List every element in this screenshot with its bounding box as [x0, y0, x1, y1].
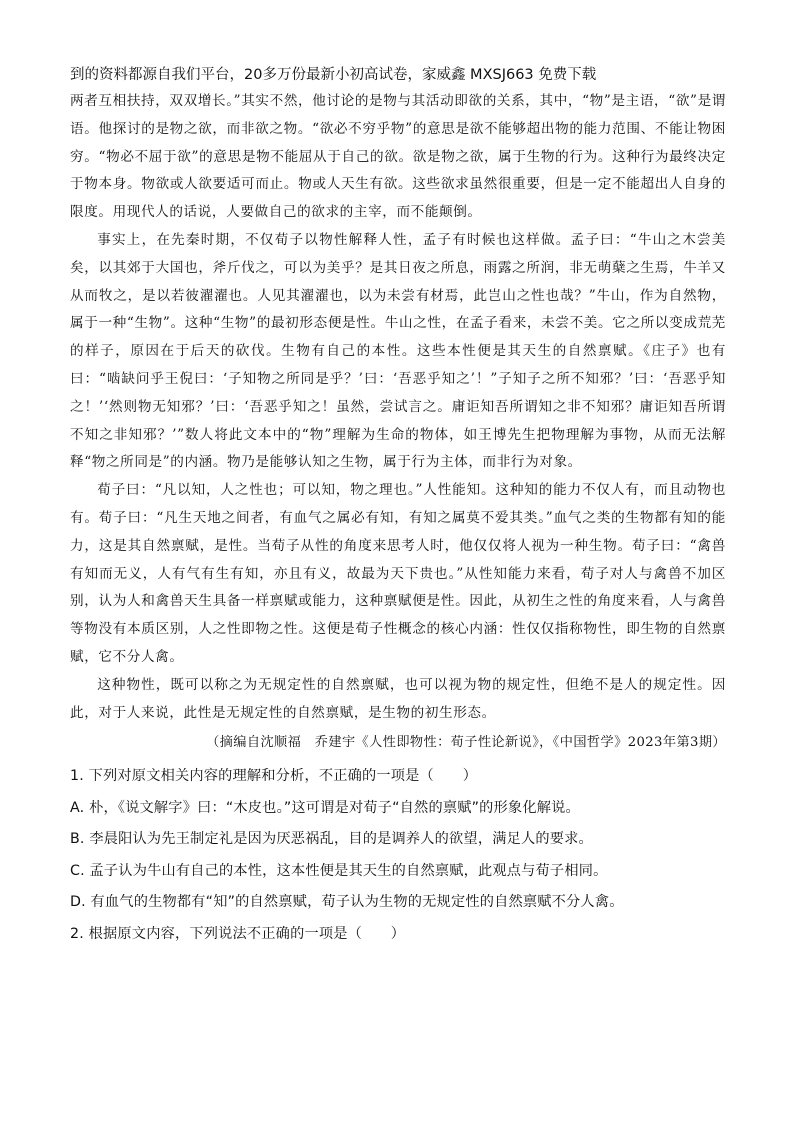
- question-1: 1. 下列对原文相关内容的理解和分析，不正确的一项是（ ）: [70, 768, 478, 785]
- header-watermark-line: 到的资料都源自我们平台，20多万份最新小初高试卷，家威鑫 MXSJ663 免费下载: [70, 67, 597, 83]
- paragraph-1: 两者互相扶持，双双增长。”其实不然，他讨论的是物与其活动即欲的关系，其中，“物”是主语，“欲”是谓语。他探讨的是物之欲，而非欲之物。“欲必不穷乎物”的意思是欲不能够超出物的能力范围、不能让物困穷。“物必不屈于欲”的意思是物不能屈从于自己的欲。欲是物之欲，属于生物的行为。这种行为最终决定于物本身。物欲或人欲要适可而止。物或人天生有欲。这些欲求虽然很重要，但是一定不能超出人自身的限度。用现代人的话说，人要做自己的欲求的主宰，而不能颠倒。: [70, 93, 726, 221]
- source-citation: （摘编自沈顺福 乔建宇《人性即物性：荀子性论新说》，《中国哲学》2023年第3期）: [206, 735, 726, 751]
- option-c: C. 孟子认为牛山有自己的本性，这本性便是其天生的自然禀赋，此观点与荀子相同。: [70, 862, 608, 879]
- paragraph-3: 荀子曰：“凡以知，人之性也；可以知，物之理也。”人性能知。这种知的能力不仅人有，而且动物也有。荀子曰：“凡生天地之间者，有血气之属必有知，有知之属莫不爱其类。”血气之类的生物都有知的能力，这是其自然禀赋，是性。当荀子从性的角度来思考人时，他仅仅将人视为一种生物。荀子曰：“禽兽有知而无义，人有气有生有知，亦且有义，故最为天下贵也。”从性知能力来看，荀子对人与禽兽不加区别，认为人和禽兽天生具备一样禀赋或能力，这种禀赋便是性。因此，从初生之性的角度来看，人与禽兽等物没有本质区别，人之性即物之性。这便是荀子性概念的核心内涵：性仅仅指称物性，即生物的自然禀赋，它不分人禽。: [70, 482, 726, 665]
- option-b: B. 李晨阳认为先王制定礼是因为厌恶祸乱，目的是调养人的欲望，满足人的要求。: [70, 831, 593, 848]
- option-d: D. 有血气的生物都有“知”的自然禀赋，荀子认为生物的无规定性的自然禀赋不分人禽。: [70, 894, 624, 911]
- question-2: 2. 根据原文内容，下列说法不正确的一项是（ ）: [70, 925, 406, 942]
- option-a: A. 朴，《说文解字》曰：“木皮也。”这可谓是对荀子“自然的禀赋”的形象化解说。: [70, 799, 580, 816]
- paragraph-2: 事实上，在先秦时期，不仅荀子以物性解释人性，孟子有时候也这样做。孟子曰：“牛山之木尝美矣，以其郊于大国也，斧斤伐之，可以为美乎？是其日夜之所息，雨露之所润，非无萌蘖之生焉，牛羊又从而牧之，是以若彼濯濯也。人见其濯濯也，以为未尝有材焉，此岂山之性也哉？”牛山，作为自然物，属于一种“生物”。这种“生物”的最初形态便是性。牛山之性，在孟子看来，未尝不美。它之所以变成荒芜的样子，原因在于后天的砍伐。生物有自己的本性。这些本性便是其天生的自然禀赋。《庄子》也有曰：“啮缺问乎王倪曰：‘子知物之所同是乎？’曰：‘吾恶乎知之’！”子知子之所不知邪？’曰：‘吾恶乎知之！’‘然则物无知邪？’曰：‘吾恶乎知之！虽然，尝试言之。庸讵知吾所谓知之非不知邪？庸讵知吾所谓不知之非知邪？’”数人将此文本中的“物”理解为生命的物体，如王博先生把物理解为事物，从而无法解释“物之所同是”的内涵。物乃是能够认知之生物，属于行为主体，而非行为对象。: [70, 231, 726, 471]
- paragraph-4: 这种物性，既可以称之为无规定性的自然禀赋，也可以视为物的规定性，但绝不是人的规定性。因此，对于人来说，此性是无规定性的自然禀赋，是生物的初生形态。: [70, 676, 726, 721]
